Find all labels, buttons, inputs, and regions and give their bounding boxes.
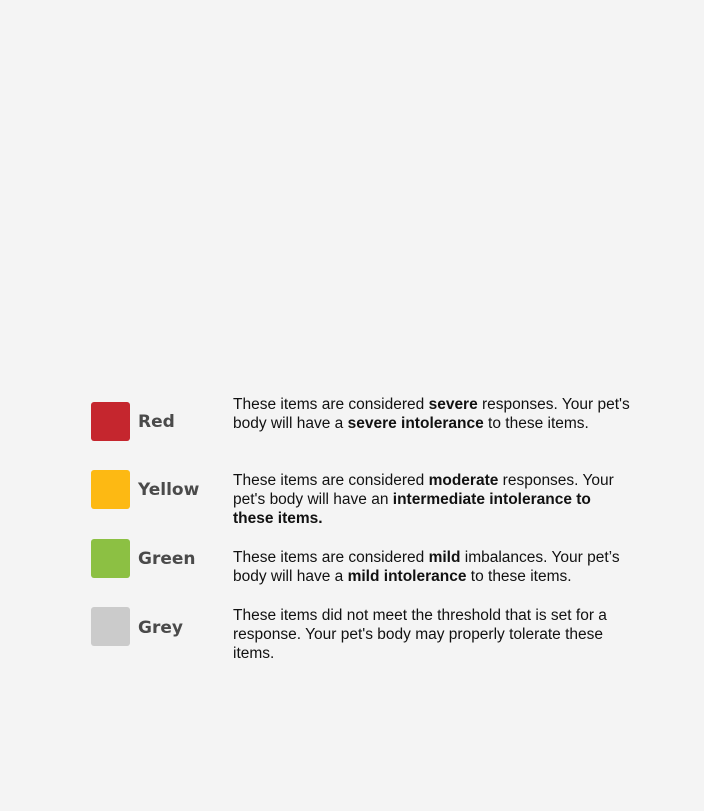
yellow-swatch <box>91 470 130 509</box>
grey-label: Grey <box>138 618 183 638</box>
grey-description: These items did not meet the threshold that is set for a response. Your pet's body may properly tolerate these items. <box>233 607 607 662</box>
green-description: These items are considered mild imbalances. Your pet’s body will have a mild intolerance to these items. <box>233 549 620 585</box>
red-label: Red <box>138 412 175 432</box>
green-swatch <box>91 539 130 578</box>
yellow-label: Yellow <box>138 480 200 500</box>
green-label: Green <box>138 549 196 569</box>
yellow-description: These items are considered moderate responses. Your pet's body will have an intermediate intolerance to these items. <box>233 472 614 527</box>
grey-swatch <box>91 607 130 646</box>
red-description: These items are considered severe responses. Your pet's body will have a severe intolerance to these items. <box>233 396 630 432</box>
red-swatch <box>91 402 130 441</box>
